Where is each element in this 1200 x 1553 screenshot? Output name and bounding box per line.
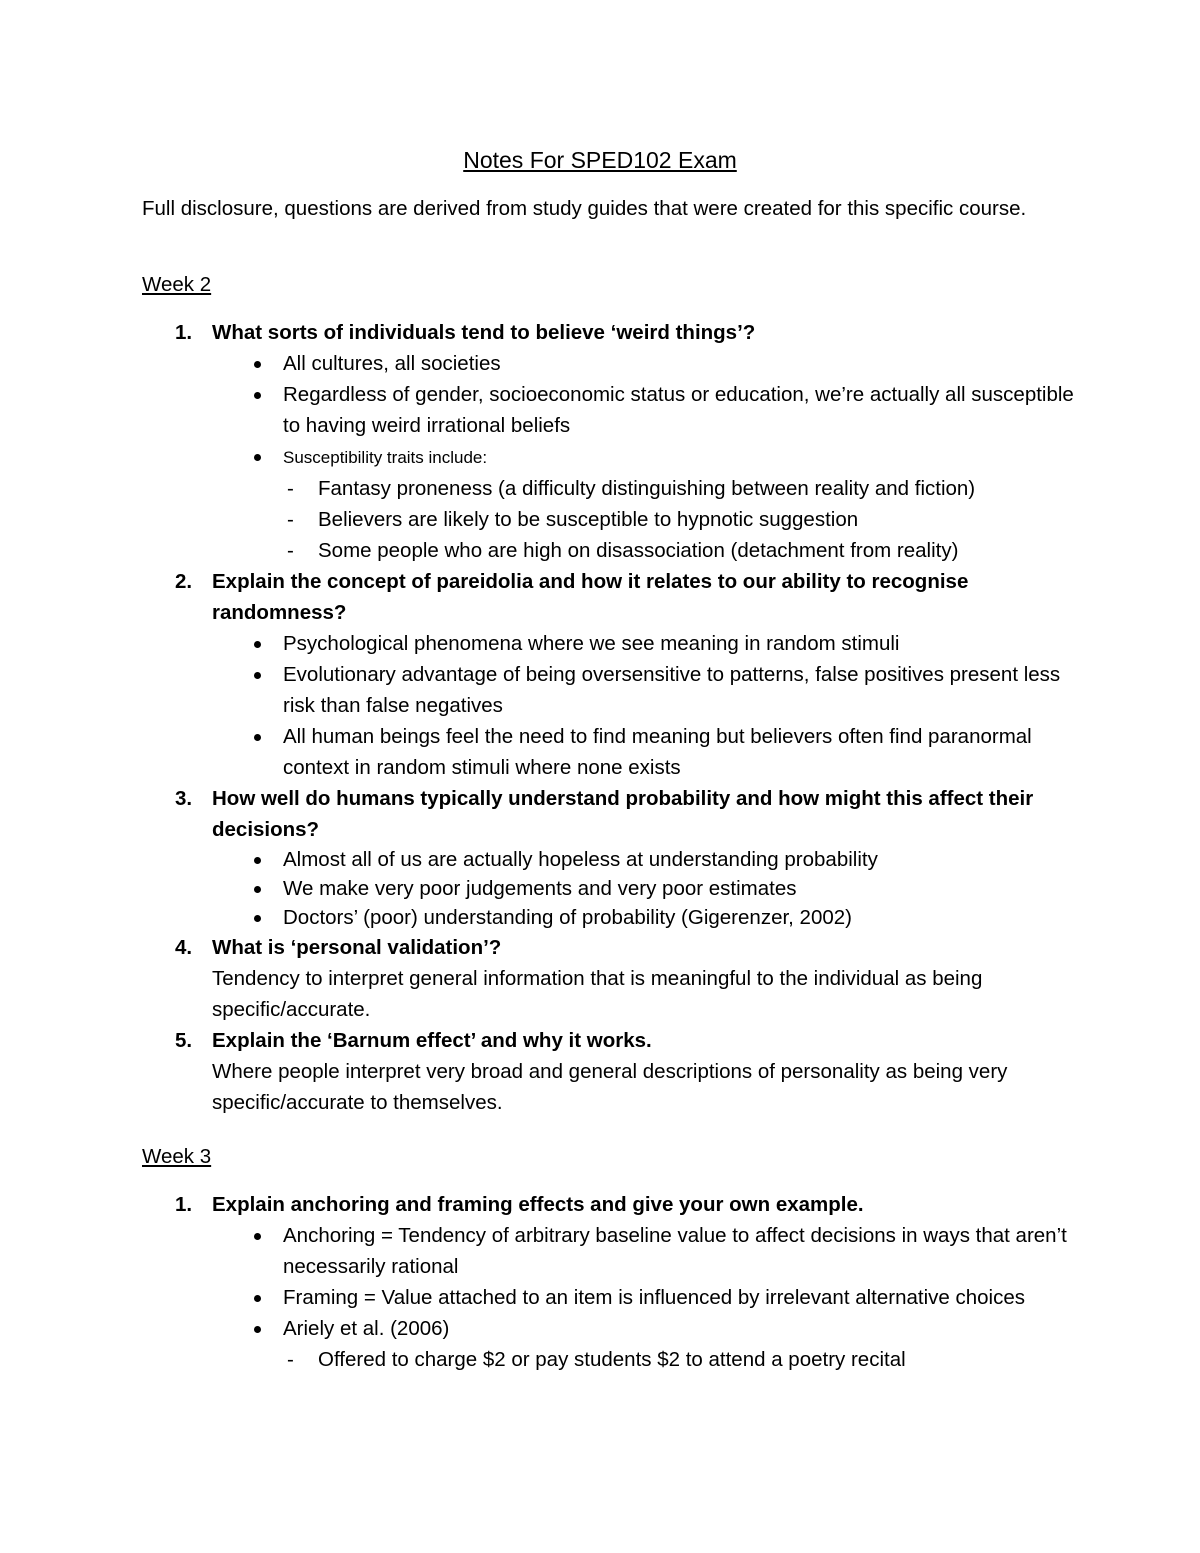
- bullet-item: Regardless of gender, socioeconomic status or education, we’re actually all susceptible to having weird irrational beliefs: [212, 379, 1075, 441]
- answer-text: Tendency to interpret general information that is meaningful to the individual as being specific/accurate.: [212, 967, 983, 1021]
- question-text: Explain the concept of pareidolia and how it relates to our ability to recognise randomness?: [212, 570, 969, 624]
- week-3-questions: [175, 1189, 1075, 1375]
- question-item: [175, 317, 1075, 566]
- question-item: [175, 1189, 1075, 1375]
- bullet-icon: [254, 1233, 261, 1240]
- bullet-item: Doctors’ (poor) understanding of probability (Gigerenzer, 2002): [212, 903, 1075, 932]
- bullet-icon: [254, 454, 261, 461]
- answer-bullets: [212, 1220, 1075, 1375]
- dash-icon: -: [287, 508, 294, 531]
- dash-icon: -: [287, 539, 294, 562]
- question-text: How well do humans typically understand probability and how might this affect their decisions?: [212, 787, 1034, 841]
- question-text: What is ‘personal validation’?: [212, 936, 502, 959]
- question-number: 1.: [175, 1193, 193, 1216]
- bullet-item: Anchoring = Tendency of arbitrary baseline value to affect decisions in ways that aren’t necessarily rational: [212, 1220, 1075, 1282]
- bullet-icon: [254, 857, 261, 864]
- sub-list: [283, 473, 1075, 566]
- question-item: [175, 783, 1075, 932]
- intro-paragraph: Full disclosure, questions are derived from study guides that were created for this specific course.: [142, 197, 1027, 220]
- question-text: Explain anchoring and framing effects and give your own example.: [212, 1193, 864, 1216]
- answer-text: Where people interpret very broad and general descriptions of personality as being very specific/accurate to themselves.: [212, 1060, 1008, 1114]
- bullet-item: We make very poor judgements and very poor estimates: [212, 874, 1075, 903]
- sub-item: - Some people who are high on disassociation (detachment from reality): [212, 535, 1075, 566]
- bullet-item: Psychological phenomena where we see meaning in random stimuli: [212, 628, 1075, 659]
- question-text: What sorts of individuals tend to believe ‘weird things’?: [212, 321, 756, 344]
- bullet-icon: [254, 886, 261, 893]
- question-item: [175, 566, 1075, 783]
- bullet-icon: [254, 672, 261, 679]
- bullet-icon: [254, 641, 261, 648]
- bullet-icon: [254, 1326, 261, 1333]
- bullet-item: Almost all of us are actually hopeless at understanding probability: [212, 845, 1075, 874]
- answer-bullets: [212, 845, 1075, 932]
- question-text: Explain the ‘Barnum effect’ and why it works.: [212, 1029, 652, 1052]
- question-number: 4.: [175, 936, 193, 959]
- question-number: 1.: [175, 321, 193, 344]
- sub-item: - Believers are likely to be susceptible to hypnotic suggestion: [212, 504, 1075, 535]
- question-item: [175, 1025, 1075, 1118]
- bullet-icon: [254, 915, 261, 922]
- dash-icon: -: [287, 477, 294, 500]
- bullet-item: Evolutionary advantage of being oversensitive to patterns, false positives present less risk than false negatives: [212, 659, 1075, 721]
- answer-bullets: [212, 628, 1075, 783]
- bullet-icon: [254, 361, 261, 368]
- bullet-item: All human beings feel the need to find meaning but believers often find paranormal context in random stimuli where none exists: [212, 721, 1075, 783]
- sub-item: - Offered to charge $2 or pay students $2 to attend a poetry recital: [212, 1344, 1075, 1375]
- week-2-heading: Week 2: [142, 273, 212, 296]
- answer-bullets: [212, 348, 1075, 566]
- bullet-icon: [254, 734, 261, 741]
- question-item: [175, 932, 1075, 1025]
- bullet-icon: [254, 392, 261, 399]
- sub-list: [283, 1344, 1075, 1375]
- bullet-item: All cultures, all societies: [212, 348, 1075, 379]
- bullet-icon: [254, 1295, 261, 1302]
- document-title: Notes For SPED102 Exam: [463, 147, 737, 173]
- dash-icon: -: [287, 1348, 294, 1371]
- sub-item: - Fantasy proneness (a difficulty distinguishing between reality and fiction): [212, 473, 1075, 504]
- bullet-item: Ariely et al. (2006) - Offered to charge $2 or pay students $2 to attend a poetry recital: [212, 1313, 1075, 1375]
- bullet-item: Framing = Value attached to an item is influenced by irrelevant alternative choices: [212, 1282, 1075, 1313]
- week-3-heading: Week 3: [142, 1145, 212, 1168]
- question-number: 2.: [175, 570, 193, 593]
- week-2-questions: [175, 317, 1075, 1118]
- question-number: 5.: [175, 1029, 193, 1052]
- bullet-item: Susceptibility traits include: - Fantasy proneness (a difficulty distinguishing between reality and fiction) - Believers are likely to be susceptible to hypnotic suggestion - Some people who are high on disassociation (detachment from reality): [212, 441, 1075, 566]
- question-number: 3.: [175, 787, 193, 810]
